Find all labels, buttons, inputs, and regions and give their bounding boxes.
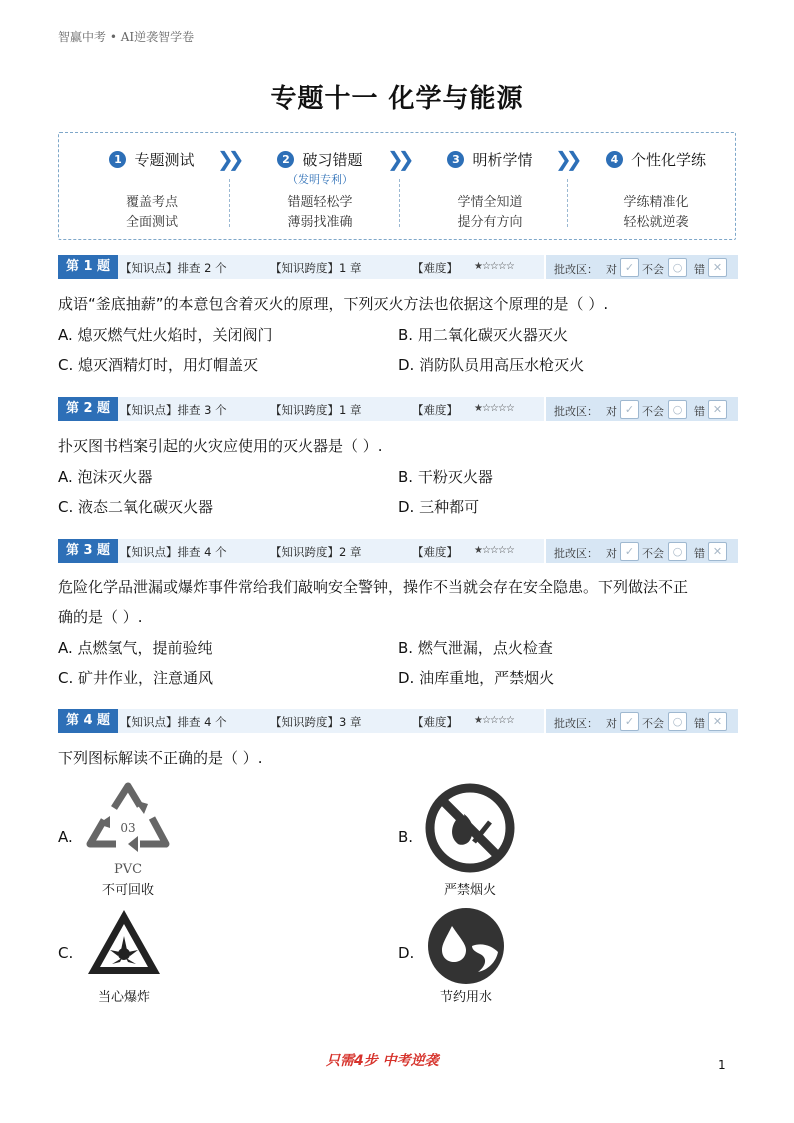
wrong-checkbox[interactable]: ✕ [708,400,727,419]
chevron-right-icon: ❯❯ [555,147,577,171]
grading-area [544,255,738,279]
question-text: 扑灭图书档案引起的火灾应使用的灭火器是（ ）. [58,437,383,455]
no-fire-icon [424,782,516,874]
option-b: B. 干粉灭火器 [398,468,493,486]
chevron-right-icon: ❯❯ [387,147,409,171]
difficulty-label: 【难度】 [412,715,458,729]
unsure-label: 不会 [642,405,664,418]
wrong-checkbox[interactable]: ✕ [708,258,727,277]
option-d: D. 油库重地，严禁烟火 [398,669,555,687]
question-header-1 [58,255,736,279]
wrong-checkbox[interactable]: ✕ [708,542,727,561]
difficulty-stars: ★☆☆☆☆ [474,715,514,726]
question-number: 第 1 题 [58,255,118,279]
unsure-label: 不会 [642,717,664,730]
knowledge-span: 【知识跨度】3 章 [270,715,362,729]
divider [399,179,400,227]
option-b: B. 燃气泄漏，点火检查 [398,639,553,657]
wrong-label: 错 [694,547,705,560]
option-c: C. 矿井作业，注意通风 [58,669,214,687]
caption-d: 节约用水 [439,990,492,1005]
step-line1: 覆盖考点 [125,195,178,210]
unsure-label: 不会 [642,547,664,560]
step-2 [245,133,395,241]
step-number: 3 [447,151,464,168]
question-number: 第 4 题 [58,709,118,733]
step-1 [77,133,227,241]
option-b: B. [398,828,414,846]
header-tag: 智赢中考 • AI逆袭智学卷 [58,30,195,44]
divider [229,179,230,227]
question-header-2 [58,397,736,421]
knowledge-span: 【知识跨度】2 章 [270,545,362,559]
caption-a: 不可回收 [101,883,154,898]
option-a: A. 泡沫灭火器 [58,468,153,486]
step-line2: 提分有方向 [457,215,523,230]
unsure-checkbox[interactable]: ○ [668,542,687,561]
question-text-line1: 危险化学品泄漏或爆炸事件常给我们敲响安全警钟，操作不当就会存在安全隐患。下列做法不正 [58,578,689,596]
option-b: B. 用二氧化碳灭火器灭火 [398,326,568,344]
difficulty-label: 【难度】 [412,545,458,559]
step-number: 1 [109,151,126,168]
knowledge-points: 【知识点】排查 3 个 [120,403,227,417]
footer-logo: 只需4步 中考逆袭 [326,1053,439,1069]
grading-area [544,709,738,733]
wrong-checkbox[interactable]: ✕ [708,712,727,731]
knowledge-span: 【知识跨度】1 章 [270,403,362,417]
step-line1: 学情全知道 [457,195,523,210]
chevron-right-icon: ❯❯ [217,147,239,171]
knowledge-span: 【知识跨度】1 章 [270,261,362,275]
grading-area [544,397,738,421]
option-d: D. 消防队员用高压水枪灭火 [398,356,585,374]
right-label: 对 [606,263,617,276]
caption-b: 严禁烟火 [443,883,496,898]
difficulty-label: 【难度】 [412,261,458,275]
step-line2: 轻松就逆袭 [623,215,689,230]
grading-label: 批改区： [554,547,598,560]
option-c: C. 熄灭酒精灯时，用灯帽盖灭 [58,356,259,374]
unsure-checkbox[interactable]: ○ [668,258,687,277]
option-a: A. [58,828,73,846]
option-d: D. 三种都可 [398,498,480,516]
difficulty-stars: ★☆☆☆☆ [474,545,514,556]
step-3 [415,133,565,241]
difficulty-label: 【难度】 [412,403,458,417]
knowledge-points: 【知识点】排查 4 个 [120,715,227,729]
recycle-code: 03 [120,821,136,835]
option-a: A. 点燃氢气，提前验纯 [58,639,213,657]
step-label: 明析学情 [472,151,533,169]
page-title: 专题十一 化学与能源 [270,84,524,114]
right-checkbox[interactable]: ✓ [620,542,639,561]
unsure-checkbox[interactable]: ○ [668,712,687,731]
right-checkbox[interactable]: ✓ [620,400,639,419]
right-label: 对 [606,547,617,560]
question-number: 第 3 题 [58,539,118,563]
save-water-icon [426,906,506,986]
step-line2: 全面测试 [125,215,178,230]
step-label: 破习错题 [302,151,363,169]
difficulty-stars: ★☆☆☆☆ [474,261,514,272]
step-label: 个性化学练 [630,151,706,169]
recycle-icon [82,778,174,860]
recycle-material: PVC [113,862,143,877]
question-text: 下列图标解读不正确的是（ ）. [58,749,263,767]
right-label: 对 [606,405,617,418]
knowledge-points: 【知识点】排查 4 个 [120,545,227,559]
knowledge-points: 【知识点】排查 2 个 [120,261,227,275]
caption-c: 当心爆炸 [97,990,150,1005]
right-checkbox[interactable]: ✓ [620,712,639,731]
right-label: 对 [606,717,617,730]
option-d: D. [398,944,415,962]
wrong-label: 错 [694,717,705,730]
wrong-label: 错 [694,405,705,418]
right-checkbox[interactable]: ✓ [620,258,639,277]
wrong-label: 错 [694,263,705,276]
question-header-4 [58,709,736,733]
grading-label: 批改区： [554,717,598,730]
grading-label: 批改区： [554,263,598,276]
explosion-warning-icon [84,906,164,978]
unsure-checkbox[interactable]: ○ [668,400,687,419]
step-line1: 学练精准化 [623,195,689,210]
question-number: 第 2 题 [58,397,118,421]
divider [567,179,568,227]
unsure-label: 不会 [642,263,664,276]
question-header-3 [58,539,736,563]
option-a: A. 熄灭燃气灶火焰时，关闭阀门 [58,326,273,344]
step-number: 4 [606,151,623,168]
question-text-line2: 确的是（ ）. [58,608,143,626]
step-number: 2 [277,151,294,168]
step-label: 专题测试 [134,151,195,169]
page-number: 1 [718,1058,726,1072]
step-line2: 薄弱找准确 [287,215,353,230]
grading-label: 批改区： [554,405,598,418]
step-line1: 错题轻松学 [287,195,353,210]
question-text: 成语“釜底抽薪”的本意包含着灭火的原理，下列灭火方法也依据这个原理的是（ ）. [58,295,609,313]
option-c: C. 液态二氧化碳灭火器 [58,498,214,516]
grading-area [544,539,738,563]
option-c: C. [58,944,74,962]
steps-panel [58,132,736,240]
step-4 [581,133,731,241]
step-sub: （发明专利） [287,173,353,186]
difficulty-stars: ★☆☆☆☆ [474,403,514,414]
